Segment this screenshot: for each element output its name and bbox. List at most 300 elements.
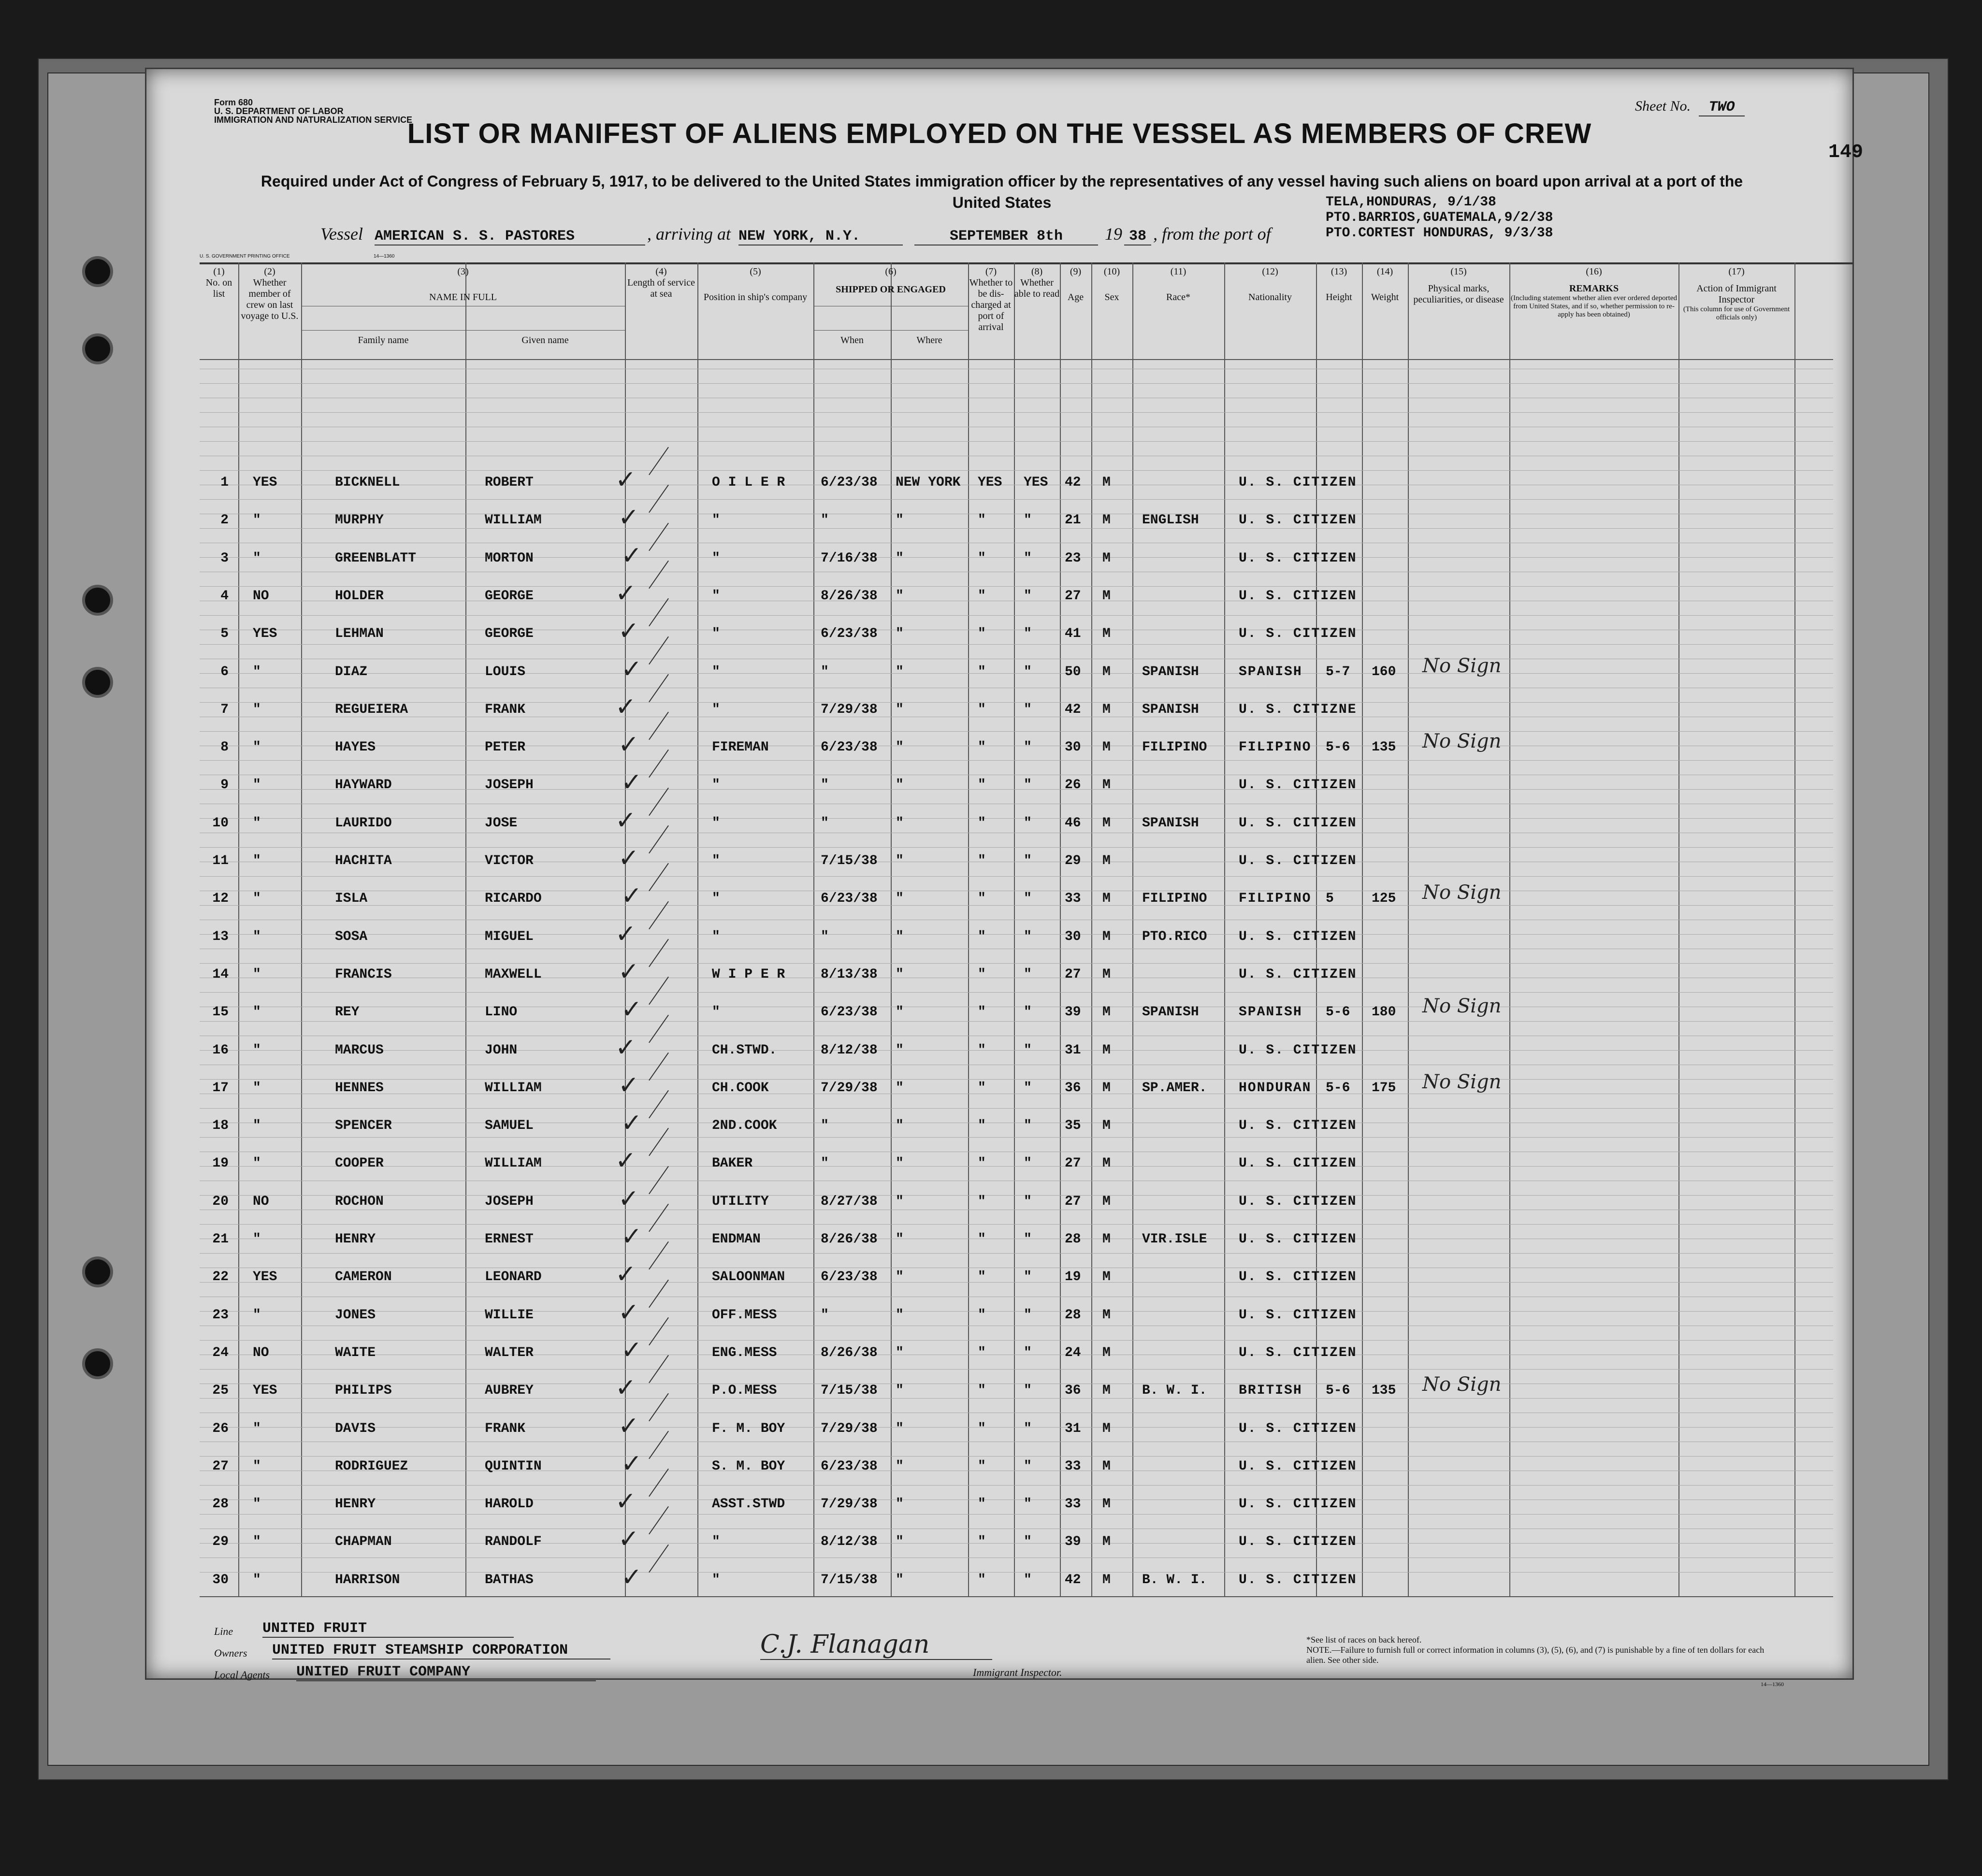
position: SALOONMAN (712, 1270, 785, 1285)
header-bottom-rule (200, 359, 1833, 360)
col-header-sex (1091, 266, 1132, 303)
family-name: HAYES (335, 740, 376, 755)
service-stroke-mark (649, 825, 669, 853)
row-number: 20 (212, 1194, 229, 1209)
age: 27 (1065, 1156, 1081, 1171)
col-num: (12) (1262, 266, 1278, 277)
position: " (712, 815, 720, 831)
family-name: ISLA (335, 891, 368, 907)
service-stroke-mark (649, 1469, 669, 1497)
family-name: SPENCER (335, 1118, 392, 1134)
given-name: QUINTIN (485, 1458, 542, 1474)
able-to-read: " (1024, 664, 1032, 679)
given-name: WILLIE (485, 1307, 534, 1323)
age: 28 (1065, 1232, 1081, 1247)
tally-check-mark: ✓ (621, 541, 642, 570)
given-name: GEORGE (485, 626, 534, 642)
able-to-read: " (1024, 1572, 1032, 1587)
able-to-read: " (1024, 550, 1032, 566)
shipped-where: " (896, 1270, 904, 1285)
races-note: *See list of races on back hereof. (1306, 1635, 1422, 1645)
discharged: " (978, 853, 986, 868)
port-1: TELA,HONDURAS, 9/1/38 (1326, 195, 1496, 210)
prev-voyage: " (253, 1458, 261, 1474)
col-label: NAME IN FULL (429, 292, 497, 303)
family-name: HARRISON (335, 1572, 400, 1587)
vessel-name: AMERICAN S. S. PASTORES (375, 228, 645, 245)
family-name: DAVIS (335, 1421, 376, 1436)
given-name: WILLIAM (485, 1156, 542, 1171)
able-to-read: " (1024, 1194, 1032, 1209)
prev-voyage: " (253, 702, 261, 717)
given-name: JOHN (485, 1042, 518, 1058)
tally-check-mark: ✓ (615, 465, 637, 494)
service-stroke-mark (649, 1317, 669, 1345)
ruled-line (200, 1543, 1833, 1544)
able-to-read: " (1024, 1458, 1032, 1474)
age: 39 (1065, 1005, 1081, 1020)
row-number: 27 (212, 1458, 229, 1474)
row-number: 22 (212, 1270, 229, 1285)
year-prefix: 19 (1105, 224, 1122, 244)
position: " (712, 513, 720, 528)
position: O I L E R (712, 475, 785, 490)
shipped-when: 8/26/38 (821, 1232, 878, 1247)
discharged: " (978, 588, 986, 604)
weight: 135 (1372, 1383, 1396, 1399)
ruled-line (200, 1340, 1833, 1341)
col-header-name (301, 266, 625, 303)
row-number: 29 (212, 1534, 229, 1550)
given-name: VICTOR (485, 853, 534, 868)
col-label: No. on list (205, 277, 232, 299)
col-header-when: When (840, 335, 864, 346)
family-name: CAMERON (335, 1270, 392, 1285)
shipped-when: 7/15/38 (821, 1572, 878, 1587)
shipped-when: 6/23/38 (821, 1458, 878, 1474)
ruled-line (200, 1398, 1833, 1399)
sex: M (1102, 778, 1111, 793)
shipped-where: " (896, 1345, 904, 1360)
tally-check-mark: ✓ (618, 1298, 639, 1327)
position: " (712, 702, 720, 717)
given-name: LEONARD (485, 1270, 542, 1285)
sex: M (1102, 853, 1111, 868)
discharged: " (978, 1458, 986, 1474)
family-name: RODRIGUEZ (335, 1458, 408, 1474)
col-label: Weight (1371, 292, 1399, 303)
weight: 180 (1372, 1005, 1396, 1020)
shipped-when: " (821, 513, 829, 528)
ruled-line (200, 1108, 1833, 1109)
prev-voyage: " (253, 853, 261, 868)
nationality: FILIPINO (1239, 740, 1312, 755)
handwritten-remark: No Sign (1422, 730, 1502, 753)
age: 24 (1065, 1345, 1081, 1360)
shipped-where: " (896, 1534, 904, 1550)
shipped-when: 7/15/38 (821, 853, 878, 868)
age: 29 (1065, 853, 1081, 868)
weight: 125 (1372, 891, 1396, 907)
family-name: FRANCIS (335, 967, 392, 982)
nationality: U. S. CITIZEN (1239, 1458, 1357, 1474)
given-name: GEORGE (485, 588, 534, 604)
family-name: MARCUS (335, 1042, 384, 1058)
column-rule (1060, 262, 1061, 1596)
nationality: U. S. CITIZEN (1239, 815, 1357, 831)
ruled-line (200, 1514, 1833, 1515)
shipped-where: " (896, 1005, 904, 1020)
family-name: HENRY (335, 1232, 376, 1247)
ruled-line (200, 470, 1833, 471)
discharged: " (978, 1232, 986, 1247)
col-label: REMARKS (1569, 283, 1619, 294)
able-to-read: " (1024, 1497, 1032, 1512)
shipped-where: " (896, 702, 904, 717)
row-number: 13 (212, 929, 229, 944)
row-number: 30 (212, 1572, 229, 1587)
binder-hole (82, 333, 113, 364)
prev-voyage: YES (253, 626, 277, 642)
sex: M (1102, 513, 1111, 528)
prev-voyage: " (253, 1118, 261, 1134)
age: 27 (1065, 588, 1081, 604)
shipped-when: 8/26/38 (821, 588, 878, 604)
age: 31 (1065, 1421, 1081, 1436)
form-department: U. S. DEPARTMENT OF LABOR (214, 106, 344, 116)
discharged: " (978, 1042, 986, 1058)
prev-voyage: YES (253, 1383, 277, 1399)
able-to-read: " (1024, 815, 1032, 831)
arrival-date: SEPTEMBER 8th (914, 228, 1098, 245)
column-rule (465, 262, 466, 1596)
from-port-label: , from the port of (1153, 224, 1271, 244)
position: " (712, 891, 720, 907)
given-name: JOSE (485, 815, 518, 831)
row-number: 12 (212, 891, 229, 907)
prev-voyage: " (253, 1307, 261, 1323)
shipped-when: 8/27/38 (821, 1194, 878, 1209)
prev-voyage: " (253, 550, 261, 566)
age: 21 (1065, 513, 1081, 528)
ruled-line (200, 847, 1833, 848)
nationality: U. S. CITIZNE (1239, 702, 1357, 717)
nationality: U. S. CITIZEN (1239, 1042, 1357, 1058)
service-stroke-mark (649, 1279, 669, 1307)
column-rule (1362, 262, 1363, 1596)
shipped-when: " (821, 778, 829, 793)
row-number: 26 (212, 1421, 229, 1436)
able-to-read: " (1024, 853, 1032, 868)
family-name: HACHITA (335, 853, 392, 868)
able-to-read: " (1024, 967, 1032, 982)
family-name: REY (335, 1005, 360, 1020)
sex: M (1102, 475, 1111, 490)
ruled-line (200, 1369, 1833, 1370)
sex: M (1102, 1572, 1111, 1587)
family-name: COOPER (335, 1156, 384, 1171)
sex: M (1102, 1156, 1111, 1171)
col-header-no (200, 266, 238, 300)
shipped-where: " (896, 1497, 904, 1512)
prev-voyage: " (253, 1421, 261, 1436)
table-bottom-rule (200, 1596, 1833, 1597)
age: 33 (1065, 1458, 1081, 1474)
race: FILIPINO (1142, 891, 1207, 907)
nationality: U. S. CITIZEN (1239, 1307, 1357, 1323)
page-subtitle: Required under Act of Congress of February 5, 1917, to be delivered to the United States immigration officer by the representatives of any vessel having such aliens on board upon arrival at a port of the United States (260, 173, 1743, 211)
col-label: Whether to be dis-charged at port of arrival (969, 277, 1013, 332)
nationality: U. S. CITIZEN (1239, 475, 1357, 490)
able-to-read: " (1024, 1156, 1032, 1171)
arrival-year: 38 (1124, 228, 1151, 245)
tally-check-mark: ✓ (618, 844, 639, 873)
ruled-line (200, 1311, 1833, 1312)
race: B. W. I. (1142, 1572, 1207, 1587)
position: ENDMAN (712, 1232, 761, 1247)
col-header-where: Where (916, 335, 942, 346)
tally-check-mark: ✓ (615, 692, 637, 722)
ruled-line (200, 644, 1833, 645)
row-number: 16 (212, 1042, 229, 1058)
position: UTILITY (712, 1194, 769, 1209)
nationality: U. S. CITIZEN (1239, 1270, 1357, 1285)
position: P.O.MESS (712, 1383, 777, 1399)
agents-value: UNITED FRUIT COMPANY (296, 1664, 596, 1681)
discharged: YES (978, 475, 1002, 490)
form-service: IMMIGRATION AND NATURALIZATION SERVICE (214, 115, 412, 125)
col-label: Whether member of crew on last voyage to U.S. (241, 277, 299, 321)
discharged: " (978, 1270, 986, 1285)
col-header-nationality (1224, 266, 1316, 303)
ruled-line (200, 1253, 1833, 1254)
family-name: GREENBLATT (335, 550, 417, 566)
ruled-line (200, 499, 1833, 500)
row-number: 4 (220, 588, 229, 604)
race: FILIPINO (1142, 740, 1207, 755)
family-name: PHILIPS (335, 1383, 392, 1399)
given-name: SAMUEL (485, 1118, 534, 1134)
col-num: (2) (264, 266, 275, 277)
shipped-where: " (896, 1156, 904, 1171)
position: " (712, 1534, 720, 1550)
position: " (712, 1005, 720, 1020)
row-number: 24 (212, 1345, 229, 1360)
service-stroke-mark (649, 977, 669, 1005)
tally-check-mark: ✓ (615, 1146, 637, 1176)
col-note: (This column for use of Government officials only) (1683, 305, 1790, 321)
position: CH.STWD. (712, 1042, 777, 1058)
row-number: 9 (220, 778, 229, 793)
col-num: (7) (985, 266, 997, 277)
family-name: LAURIDO (335, 815, 392, 831)
col-num: (13) (1331, 266, 1347, 277)
service-stroke-mark (649, 712, 669, 740)
col-num: (15) (1450, 266, 1467, 277)
given-name: WILLIAM (485, 1080, 542, 1096)
age: 35 (1065, 1118, 1081, 1134)
service-stroke-mark (649, 1506, 669, 1534)
service-stroke-mark (649, 598, 669, 626)
sex: M (1102, 1307, 1111, 1323)
col-label: Race* (1166, 292, 1190, 303)
race: SPANISH (1142, 1005, 1199, 1020)
col-label: Action of Immigrant Inspector (1696, 283, 1777, 305)
header-subrule (813, 330, 968, 331)
tally-check-mark: ✓ (618, 1525, 639, 1554)
age: 36 (1065, 1080, 1081, 1096)
tally-check-mark: ✓ (618, 1184, 639, 1213)
ruled-line (200, 934, 1833, 935)
sex: M (1102, 1080, 1111, 1096)
prev-voyage: " (253, 513, 261, 528)
row-number: 23 (212, 1307, 229, 1323)
col-num: (3) (457, 266, 469, 277)
shipped-when: " (821, 815, 829, 831)
nationality: U. S. CITIZEN (1239, 1572, 1357, 1587)
sex: M (1102, 1458, 1111, 1474)
prev-voyage: " (253, 929, 261, 944)
row-number: 28 (212, 1497, 229, 1512)
discharged: " (978, 513, 986, 528)
col-num: (10) (1103, 266, 1120, 277)
service-stroke-mark (649, 863, 669, 891)
prev-voyage: NO (253, 588, 269, 604)
discharged: " (978, 929, 986, 944)
nationality: U. S. CITIZEN (1239, 1534, 1357, 1550)
shipped-where: " (896, 1080, 904, 1096)
service-stroke-mark (649, 1241, 669, 1270)
able-to-read: " (1024, 702, 1032, 717)
sex: M (1102, 1118, 1111, 1134)
race: SPANISH (1142, 664, 1199, 679)
port-3: PTO.CORTEST HONDURAS, 9/3/38 (1326, 226, 1553, 241)
discharged: " (978, 967, 986, 982)
discharged: " (978, 1080, 986, 1096)
ruled-line (200, 557, 1833, 558)
service-stroke-mark (649, 1204, 669, 1232)
col-header-family-name: Family name (358, 335, 409, 346)
col-num: (1) (213, 266, 225, 277)
age: 42 (1065, 702, 1081, 717)
ruled-line (200, 1137, 1833, 1138)
shipped-where: " (896, 929, 904, 944)
col-num: (14) (1376, 266, 1393, 277)
row-number: 8 (220, 740, 229, 755)
col-num: (8) (1031, 266, 1043, 277)
col-header-height (1316, 266, 1362, 303)
age: 41 (1065, 626, 1081, 642)
col-label: Whether able to read (1014, 277, 1060, 299)
prev-voyage: " (253, 967, 261, 982)
given-name: MAXWELL (485, 967, 542, 982)
able-to-read: " (1024, 588, 1032, 604)
height: 5-6 (1326, 1383, 1350, 1399)
discharged: " (978, 1345, 986, 1360)
prev-voyage: " (253, 664, 261, 679)
tally-check-mark: ✓ (615, 919, 637, 949)
ruled-line (200, 1572, 1833, 1573)
nationality: U. S. CITIZEN (1239, 1194, 1357, 1209)
sex: M (1102, 1421, 1111, 1436)
ruled-line (200, 673, 1833, 674)
age: 23 (1065, 550, 1081, 566)
shipped-when: 6/23/38 (821, 626, 878, 642)
binder-hole (82, 1256, 113, 1287)
ruled-line (200, 615, 1833, 616)
tally-check-mark: ✓ (621, 654, 642, 684)
tally-check-mark: ✓ (615, 1033, 637, 1062)
inspector-signature: C.J. Flanagan (760, 1630, 992, 1660)
row-number: 6 (220, 664, 229, 679)
column-rule (301, 262, 302, 1596)
position: " (712, 929, 720, 944)
nationality: U. S. CITIZEN (1239, 1345, 1357, 1360)
discharged: " (978, 664, 986, 679)
prev-voyage: " (253, 740, 261, 755)
col-header-weight (1362, 266, 1408, 303)
col-header-race (1132, 266, 1224, 303)
service-stroke-mark (649, 561, 669, 589)
column-rule (1408, 262, 1409, 1596)
given-name: RANDOLF (485, 1534, 542, 1550)
col-header-inspector-action (1678, 266, 1794, 322)
prev-voyage: " (253, 815, 261, 831)
able-to-read: " (1024, 1534, 1032, 1550)
service-stroke-mark (649, 1544, 669, 1572)
shipped-when: 7/15/38 (821, 1383, 878, 1399)
service-stroke-mark (649, 1053, 669, 1081)
ruled-line (200, 1224, 1833, 1225)
col-num: (4) (655, 266, 667, 277)
family-name: HENRY (335, 1497, 376, 1512)
nationality: U. S. CITIZEN (1239, 626, 1357, 642)
prev-voyage: " (253, 1005, 261, 1020)
age: 33 (1065, 891, 1081, 907)
weight: 160 (1372, 664, 1396, 679)
discharged: " (978, 1534, 986, 1550)
handwritten-remark: No Sign (1422, 995, 1502, 1018)
table-top-rule (200, 262, 1852, 264)
ruled-line (200, 586, 1833, 587)
shipped-where: " (896, 1383, 904, 1399)
nationality: U. S. CITIZEN (1239, 929, 1357, 944)
line-label: Line (214, 1625, 233, 1637)
position: OFF.MESS (712, 1307, 777, 1323)
vessel-line (320, 224, 1819, 247)
line-value: UNITED FRUIT (262, 1620, 514, 1638)
given-name: BATHAS (485, 1572, 534, 1587)
able-to-read: " (1024, 1080, 1032, 1096)
column-rule (1014, 262, 1015, 1596)
prev-voyage: YES (253, 475, 277, 490)
column-rule (1224, 262, 1225, 1596)
given-name: JOSEPH (485, 778, 534, 793)
sex: M (1102, 588, 1111, 604)
sex: M (1102, 1497, 1111, 1512)
service-stroke-mark (649, 750, 669, 778)
position: " (712, 1572, 720, 1587)
discharged: " (978, 778, 986, 793)
col-header-age (1060, 266, 1091, 303)
col-header-remarks (1509, 266, 1678, 319)
family-name: MURPHY (335, 513, 384, 528)
able-to-read: " (1024, 1232, 1032, 1247)
column-rule (968, 262, 969, 1596)
family-name: REGUEIERA (335, 702, 408, 717)
shipped-when: 8/12/38 (821, 1534, 878, 1550)
binder-hole (82, 1348, 113, 1379)
